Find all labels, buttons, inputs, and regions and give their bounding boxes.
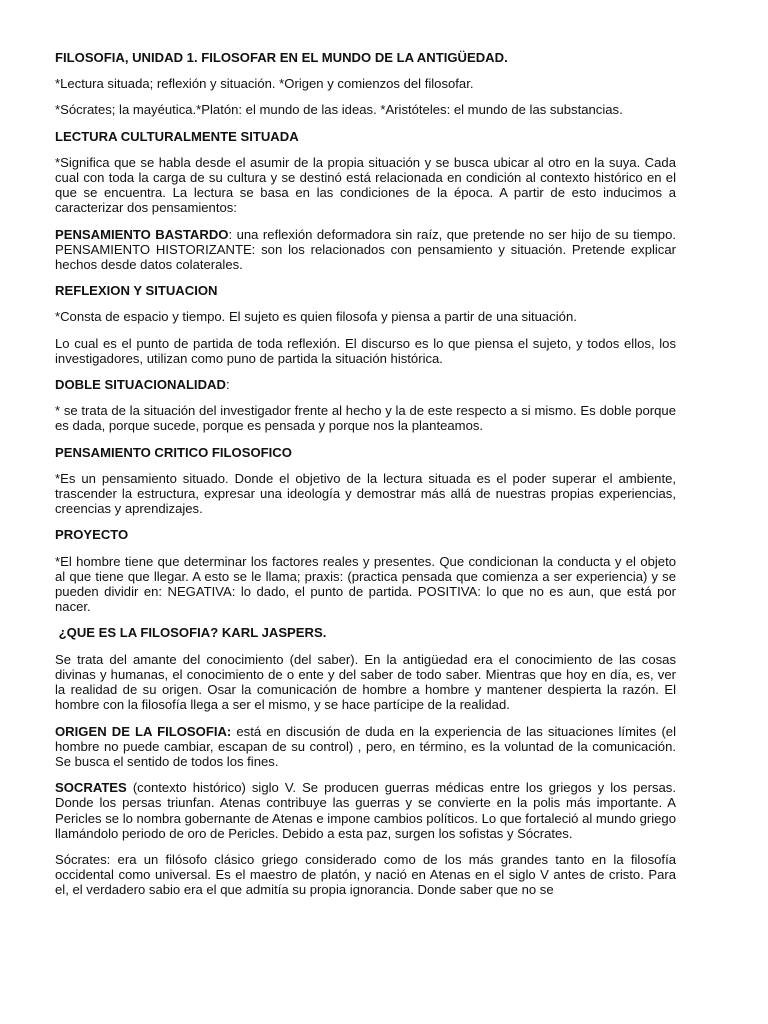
paragraph-reflexion-1: *Consta de espacio y tiempo. El sujeto es quien filosofa y piensa a partir de una situación. bbox=[55, 309, 577, 325]
term-pensamiento-bastardo: PENSAMIENTO BASTARDO bbox=[55, 226, 229, 242]
heading-proyecto: PROYECTO bbox=[55, 527, 129, 543]
paragraph-text: (contexto histórico) siglo V. Se producen guerras médicas entre los griegos y los persas. Donde los persas triunfan. Atenas contribuye las guerras y se convierte en la polis más importante. A Pericles se lo nombra gobernante de Atenas e impone cambios políticos. Lo que fortaleció al mundo griego llamándolo periodo de oro de Pericles. Debido a esta paz, surgen los sofistas y Sócrates. bbox=[55, 780, 676, 841]
paragraph-socrates-contexto bbox=[55, 780, 676, 841]
paragraph-origen-filosofia bbox=[55, 724, 676, 770]
heading-que-es-filosofia: ¿QUE ES LA FILOSOFIA? KARL JASPERS. bbox=[55, 625, 327, 641]
heading-reflexion-situacion: REFLEXION Y SITUACION bbox=[55, 283, 218, 299]
heading-text: DOBLE SITUACIONALIDAD bbox=[55, 377, 226, 393]
term-origen-filosofia: ORIGEN DE LA FILOSOFIA: bbox=[55, 723, 232, 739]
paragraph-proyecto: *El hombre tiene que determinar los factores reales y presentes. Que condicionan la conducta y el objeto al que tiene que llegar. A esto se le llama; praxis: (practica pensada que comienza a ser experiencia) y se pueden dividir en: NEGATIVA: lo dado, el punto de partida. POSITIVA: lo que no es aun, que está por nacer. bbox=[55, 553, 676, 615]
paragraph-pensamiento-critico: *Es un pensamiento situado. Donde el objetivo de la lectura situada es el poder superar el ambiente, trascender la estructura, expresar una ideología y demostrar más allá de nuestras propias experiencias, creencias y aprendizajes. bbox=[55, 470, 676, 517]
term-socrates: SOCRATES bbox=[55, 780, 127, 796]
paragraph-lectura-situada: *Significa que se habla desde el asumir de la propia situación y se busca ubicar al otro en la suya. Cada cual con toda la carga de su cultura y se destinó está relacionada en condición al contexto histórico en el que se encuentra. La lectura se basa en las condiciones de la época. A partir de esto inducimos a caracterizar dos pensamientos: bbox=[55, 154, 676, 216]
paragraph-pensamiento-bastardo bbox=[55, 227, 676, 273]
heading-lectura-situada: LECTURA CULTURALMENTE SITUADA bbox=[55, 128, 299, 144]
heading-pensamiento-critico: PENSAMIENTO CRITICO FILOSOFICO bbox=[55, 444, 292, 460]
heading-colon: : bbox=[225, 377, 230, 393]
paragraph-text: está en discusión de duda en la experiencia de las situaciones límites (el hombre no puede cambiar, escapan de su control) , pero, en término, es la voluntad de la comunicación. Se busca el sentido de todos los fines. bbox=[55, 723, 676, 769]
intro-line-2: *Sócrates; la mayéutica.*Platón: el mundo de las ideas. *Aristóteles: el mundo de las substancias. bbox=[55, 102, 623, 118]
paragraph-doble-situacionalidad: * se trata de la situación del investigador frente al hecho y la de este respecto a si mismo. Es doble porque es dada, porque sucede, porque es pensada y porque nos la planteamos. bbox=[55, 403, 676, 434]
document-title: FILOSOFIA, UNIDAD 1. FILOSOFAR EN EL MUNDO DE LA ANTIGÜEDAD. bbox=[55, 50, 508, 65]
paragraph-que-es-filosofia: Se trata del amante del conocimiento (del saber). En la antigüedad era el conocimiento de las cosas divinas y humanas, el conocimiento de o ente y del saber de todo saber. Mientras que hoy en día, es, ver la realidad de su origen. Osar la comunicación de hombre a hombre y mantener despierta la razón. El hombre con la filosofía llega a ser el mismo, y se hace partícipe de la realidad. bbox=[55, 651, 676, 713]
intro-line-1: *Lectura situada; reflexión y situación. *Origen y comienzos del filosofar. bbox=[55, 76, 474, 92]
document-page bbox=[55, 50, 676, 909]
paragraph-socrates-biografia: Sócrates: era un filósofo clásico griego considerado como de los más grandes tanto en la filosofía occidental como universal. Es el maestro de platón, y nació en Atenas en el siglo V antes de cristo. Para el, el verdadero sabio era el que admitía su propia ignorancia. Donde saber que no se bbox=[55, 851, 676, 898]
paragraph-reflexion-2: Lo cual es el punto de partida de toda reflexión. El discurso es lo que piensa el sujeto, y todos ellos, los investigadores, utilizan como puno de partida la situación histórica. bbox=[55, 335, 676, 366]
paragraph-text: : una reflexión deformadora sin raíz, que pretende no ser hijo de su tiempo. PENSAMIENTO HISTORIZANTE: son los relacionados con pensamiento y situación. Pretende explicar hechos desde datos colaterales. bbox=[55, 226, 677, 273]
heading-doble-situacionalidad bbox=[55, 377, 676, 392]
